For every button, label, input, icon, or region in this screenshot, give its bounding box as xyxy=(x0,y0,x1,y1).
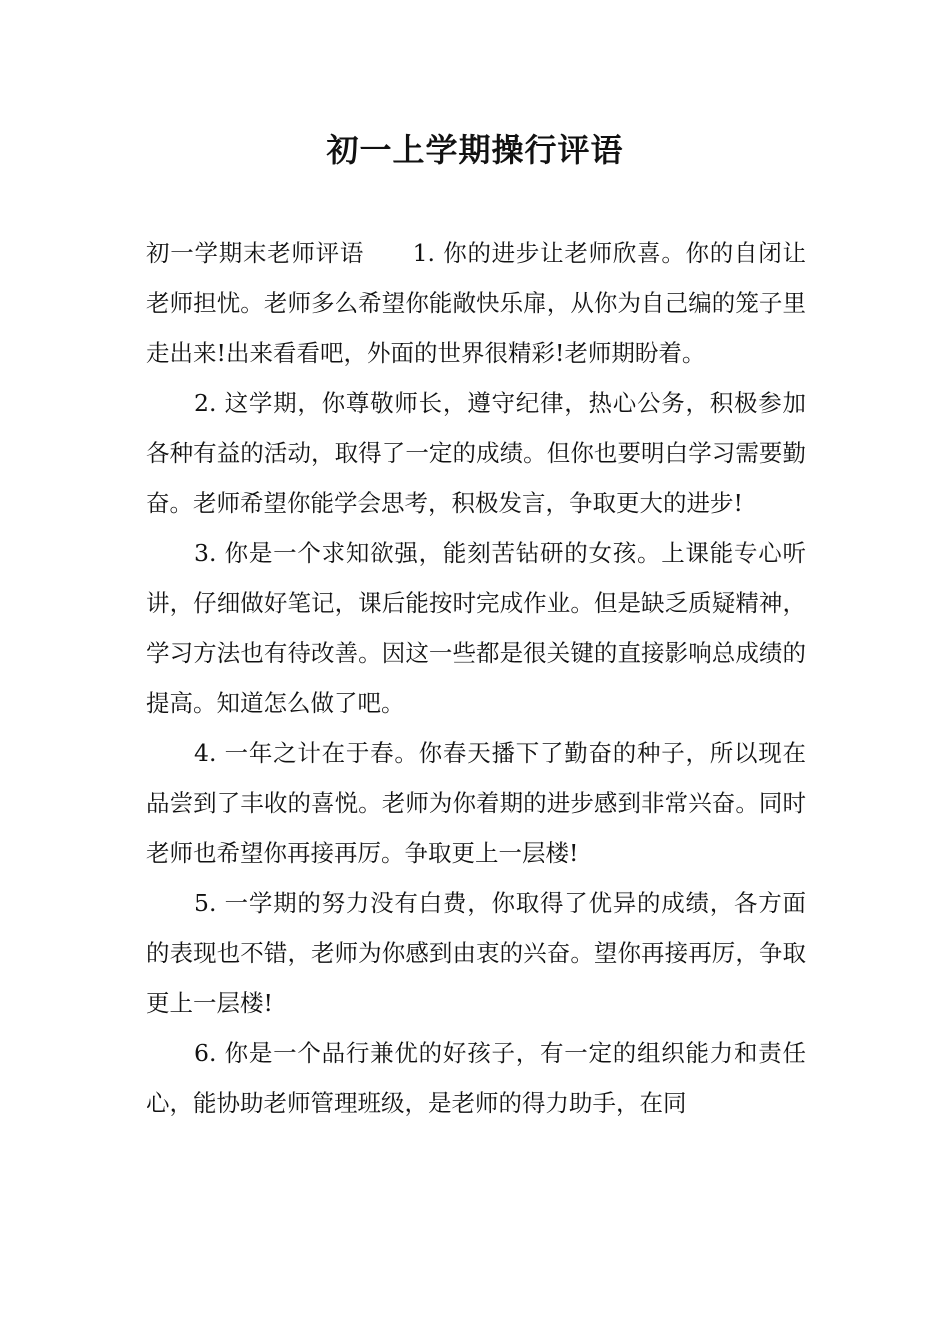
paragraph-5: 5. 一学期的努力没有白费，你取得了优异的成绩，各方面的表现也不错，老师为你感到由衷的兴奋。望你再接再厉，争取更上一层楼! xyxy=(146,889,806,1017)
paragraph-3: 3. 你是一个求知欲强，能刻苦钻研的女孩。上课能专心听讲，仔细做好笔记，课后能按时完成作业。但是缺乏质疑精神，学习方法也有待改善。因这一些都是很关键的直接影响总成绩的提高。知道怎么做了吧。 xyxy=(146,539,806,717)
paragraph-2: 2. 这学期，你尊敬师长，遵守纪律，热心公务，积极参加各种有益的活动，取得了一定的成绩。但你也要明白学习需要勤奋。老师希望你能学会思考，积极发言，争取更大的进步! xyxy=(146,389,806,517)
paragraph-6: 6. 你是一个品行兼优的好孩子，有一定的组织能力和责任心，能协助老师管理班级，是老师的得力助手，在同 xyxy=(146,1039,806,1117)
document-body xyxy=(146,228,806,1128)
paragraph-1: 初一学期末老师评语 1. 你的进步让老师欣喜。你的自闭让老师担忧。老师多么希望你能敞快乐扉，从你为自己编的笼子里走出来!出来看看吧，外面的世界很精彩!老师期盼着。 xyxy=(146,239,806,367)
paragraph-4: 4. 一年之计在于春。你春天播下了勤奋的种子，所以现在品尝到了丰收的喜悦。老师为你着期的进步感到非常兴奋。同时老师也希望你再接再厉。争取更上一层楼! xyxy=(146,739,806,867)
document-title: 初一上学期操行评语 xyxy=(326,131,624,169)
